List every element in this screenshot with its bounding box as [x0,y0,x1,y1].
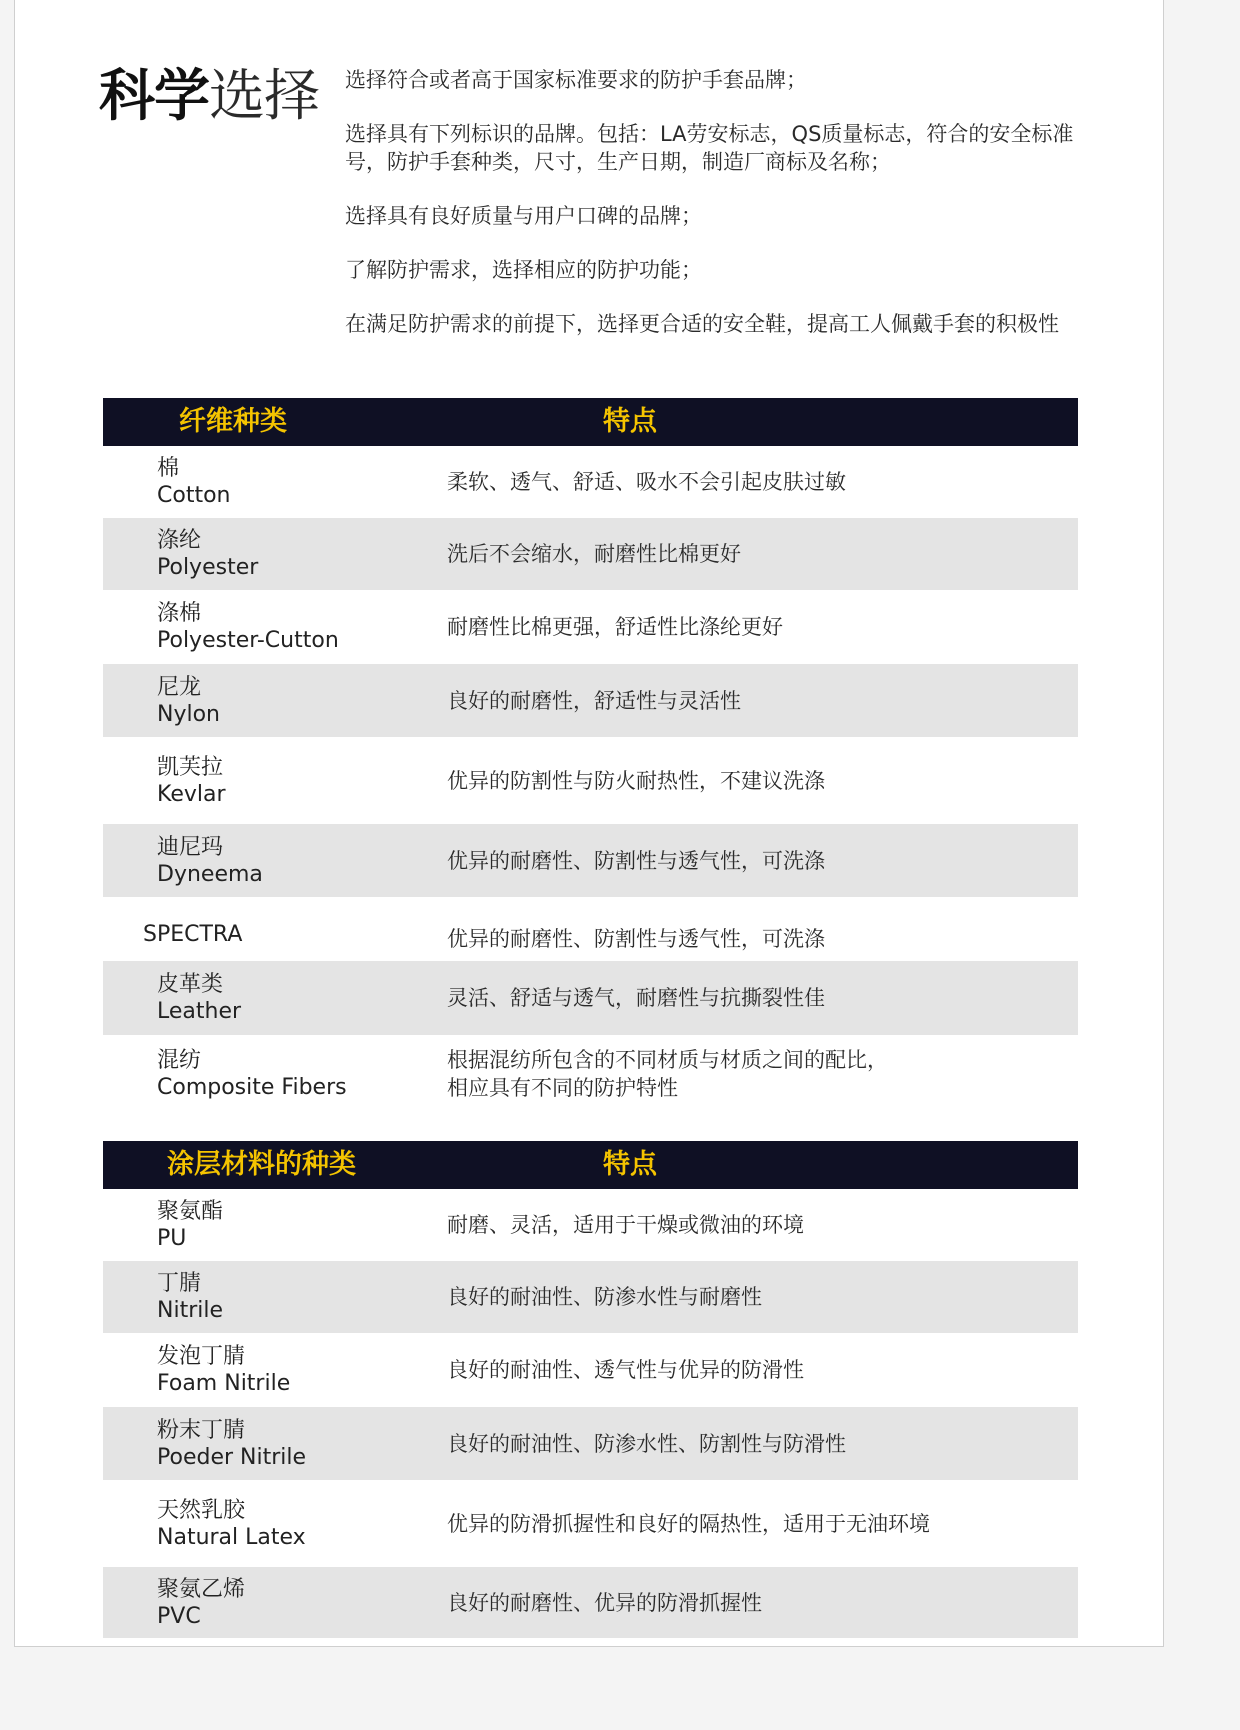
row-material-name [157,1576,245,1630]
row-material-name [157,1198,223,1252]
row-material-name [157,834,263,888]
material-zh: 涤纶 [157,528,202,553]
material-zh: 凯芙拉 [157,754,224,780]
table-row [103,737,1078,824]
row-material-name [157,971,241,1025]
table-row [103,824,1078,897]
row-material-name [157,754,226,808]
row-feature [447,1211,1047,1239]
page-title-bold: 科学 [99,64,209,129]
fiber-feature-header: 特点 [603,406,657,437]
intro-item: 了解防护需求，选择相应的防护功能； [345,258,702,282]
intro-item: 选择具有良好质量与用户口碑的品牌； [345,204,702,228]
table-row [103,518,1078,590]
row-material-name [157,1497,306,1551]
feature-text: 优异的耐磨性、防割性与透气性，可洗涤 [447,848,825,873]
intro-item: 选择符合或者高于国家标准要求的防护手套品牌； [345,68,807,92]
row-material-name [143,921,242,948]
material-en: SPECTRA [143,922,243,947]
material-zh: 天然乳胶 [157,1497,246,1523]
row-material-name [157,527,258,581]
material-en: Poeder Nitrile [157,1444,307,1470]
row-feature [447,613,1047,641]
material-en: Dyneema [157,861,263,887]
coating-type-header: 涂层材料的种类 [167,1149,356,1180]
material-en: Polyester-Cutton [157,628,339,653]
intro-item: 在满足防护需求的前提下，选择更合适的安全鞋，提高工人佩戴手套的积极性 [345,312,1059,336]
table-row [103,897,1078,961]
feature-text: 良好的耐磨性、优异的防滑抓握性 [447,1590,762,1615]
row-feature [447,984,1047,1012]
page-panel [14,0,1164,1647]
feature-text: 洗后不会缩水，耐磨性比棉更好 [447,542,741,566]
material-zh: 涤棉 [157,601,202,626]
table-row [103,1035,1078,1113]
material-zh: 棉 [157,456,180,481]
intro-item: 选择具有下列标识的品牌。包括：LA劳安标志，QS质量标志，符合的安全标准号，防护手套种类，尺寸，生产日期，制造厂商标及名称； [345,122,1074,174]
material-zh: 聚氨酯 [157,1199,224,1224]
material-zh: 尼龙 [157,674,202,700]
feature-text: 柔软、透气、舒适、吸水不会引起皮肤过敏 [447,470,846,494]
row-feature [447,767,1047,795]
coating-table [103,1141,1078,1638]
material-en: Polyester [157,555,259,580]
feature-text: 良好的耐油性、透气性与优异的防滑性 [447,1358,804,1382]
row-material-name [157,1343,290,1397]
material-en: Leather [157,999,242,1024]
material-zh: 混纺 [157,1048,202,1073]
row-feature [447,1046,1047,1102]
row-material-name [157,600,339,654]
fiber-table [103,398,1078,1113]
material-zh: 聚氨乙烯 [157,1576,246,1602]
feature-text: 良好的耐油性、防渗水性与耐磨性 [447,1285,762,1309]
material-en: PVC [157,1603,201,1629]
table-row [103,1567,1078,1638]
table-row [103,446,1078,518]
row-feature [447,687,1047,715]
row-feature [447,1510,1047,1538]
intro-list [345,66,1105,364]
table-row [103,1480,1078,1567]
table-row [103,1261,1078,1333]
material-en: PU [157,1226,187,1251]
page-title [99,62,319,132]
material-zh: 丁腈 [157,1271,202,1296]
feature-text: 优异的防割性与防火耐热性，不建议洗涤 [447,768,825,793]
page-title-rest: 选择 [209,64,319,129]
feature-text: 良好的耐油性、防渗水性、防割性与防滑性 [447,1431,846,1456]
table-row [103,1189,1078,1261]
feature-text: 灵活、舒适与透气，耐磨性与抗撕裂性佳 [447,986,825,1010]
feature-text-line2: 相应具有不同的防护特性 [447,1076,678,1100]
table-row [103,961,1078,1035]
row-material-name [157,1417,306,1471]
row-feature [447,847,1047,875]
fiber-table-header [103,398,1078,446]
material-zh: 皮革类 [157,972,224,997]
material-en: Foam Nitrile [157,1371,291,1396]
row-material-name [157,455,230,509]
coating-feature-header: 特点 [603,1149,657,1180]
table-row [103,590,1078,664]
feature-text: 耐磨、灵活，适用于干燥或微油的环境 [447,1213,804,1237]
material-zh: 发泡丁腈 [157,1344,246,1369]
row-feature [447,1356,1047,1384]
row-material-name [157,1047,347,1101]
row-material-name [157,674,220,728]
material-en: Nylon [157,701,220,727]
material-zh: 迪尼玛 [157,834,224,860]
table-row [103,664,1078,737]
material-zh: 粉末丁腈 [157,1417,246,1443]
row-material-name [157,1270,223,1324]
row-feature [447,925,1047,953]
feature-text: 优异的防滑抓握性和良好的隔热性，适用于无油环境 [447,1511,930,1536]
material-en: Natural Latex [157,1524,306,1550]
row-feature [447,1589,1047,1617]
row-feature [447,468,1047,496]
feature-text: 优异的耐磨性、防割性与透气性，可洗涤 [447,927,825,951]
table-row [103,1333,1078,1407]
table-row [103,1407,1078,1480]
material-en: Kevlar [157,781,226,807]
feature-text: 良好的耐磨性，舒适性与灵活性 [447,688,741,713]
fiber-type-header: 纤维种类 [179,406,287,437]
feature-text: 耐磨性比棉更强，舒适性比涤纶更好 [447,615,783,639]
feature-text: 根据混纺所包含的不同材质与材质之间的配比， [447,1048,888,1072]
row-feature [447,1283,1047,1311]
material-en: Cotton [157,483,231,508]
coating-table-header [103,1141,1078,1189]
material-en: Composite Fibers [157,1075,347,1100]
material-en: Nitrile [157,1298,223,1323]
row-feature [447,540,1047,568]
row-feature [447,1430,1047,1458]
